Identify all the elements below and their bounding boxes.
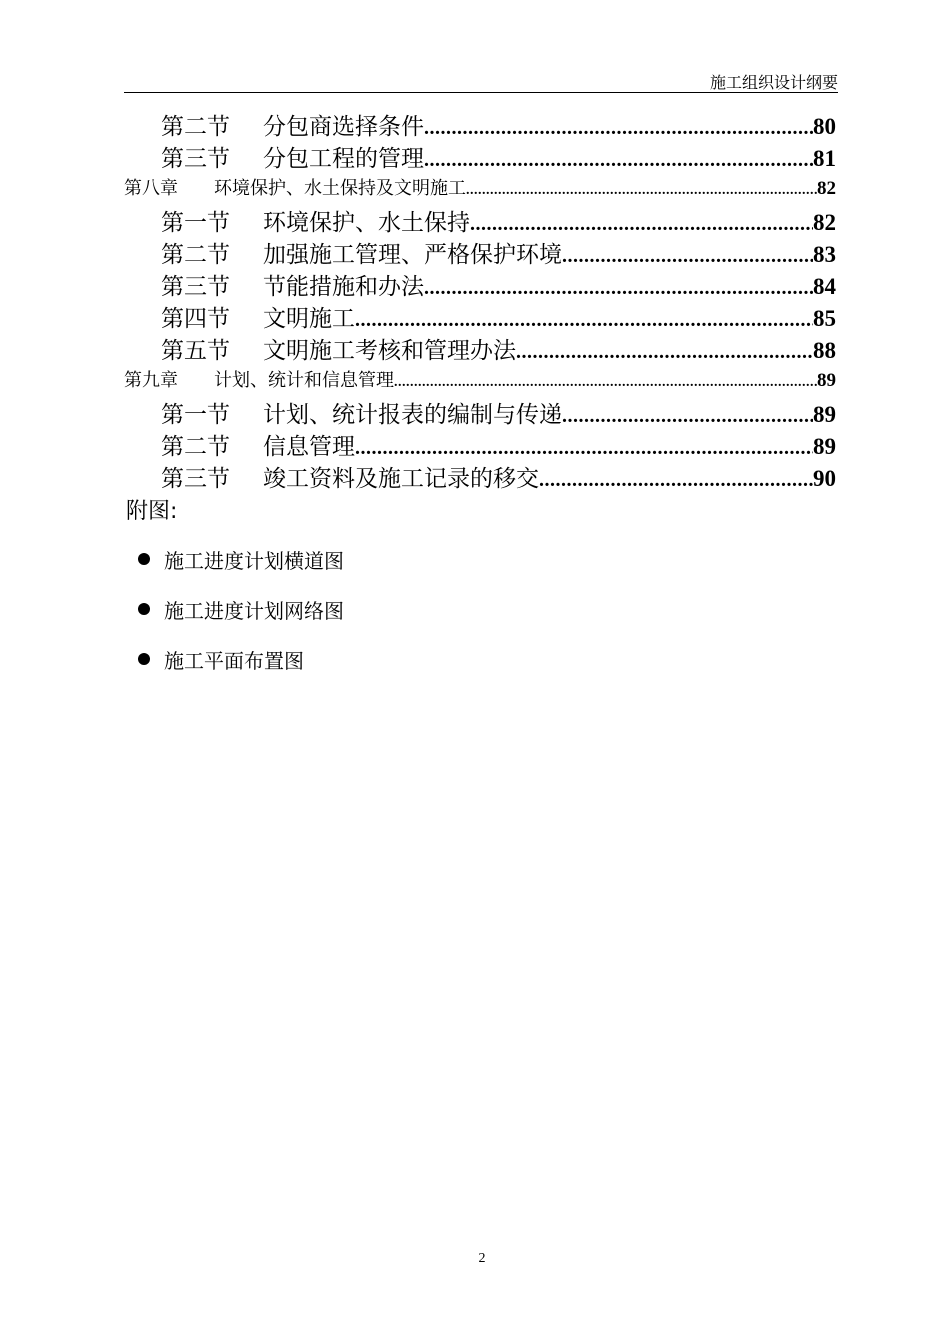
toc-entry-section[interactable] <box>124 428 836 460</box>
toc-entry-title: 文明施工 <box>263 306 355 332</box>
toc-entry-title: 计划、统计和信息管理 <box>214 370 394 391</box>
toc-dot-leader <box>470 213 813 236</box>
appendix-item-label: 施工平面布置图 <box>164 648 304 673</box>
toc-entry-title: 文明施工考核和管理办法 <box>263 338 516 364</box>
page-number: 2 <box>478 1251 486 1266</box>
toc-entry-section[interactable] <box>124 108 836 140</box>
toc-entry-number: 第九章 <box>124 370 178 391</box>
toc-entry-section[interactable] <box>124 268 836 300</box>
toc-entry-title: 加强施工管理、严格保护环境 <box>263 242 562 268</box>
appendix-list <box>134 534 344 684</box>
toc-dot-leader <box>562 245 813 268</box>
toc-entry-title: 分包工程的管理 <box>263 146 424 172</box>
bullet-icon <box>138 553 150 565</box>
toc-entry-title: 信息管理 <box>263 434 355 460</box>
toc-entry-page: 88 <box>813 338 836 363</box>
toc-entry-section[interactable] <box>124 332 836 364</box>
toc-entry-section[interactable] <box>124 396 836 428</box>
toc-dot-leader <box>424 117 813 140</box>
toc-dot-leader <box>424 277 813 300</box>
toc-dot-leader <box>424 149 813 172</box>
toc-entry-section[interactable] <box>124 300 836 332</box>
header-title: 施工组织设计纲要 <box>709 73 838 92</box>
toc-entry-number: 第五节 <box>161 338 230 364</box>
toc-entry-number: 第二节 <box>161 114 230 140</box>
toc-entry-page: 89 <box>817 370 836 391</box>
toc-entry-title: 环境保护、水土保持 <box>263 210 470 236</box>
toc-entry-title: 节能措施和办法 <box>263 274 424 300</box>
page-header <box>124 68 838 93</box>
toc-dot-leader <box>355 309 813 332</box>
toc-entry-title: 竣工资料及施工记录的移交 <box>263 466 539 492</box>
toc-entry-number: 第二节 <box>161 242 230 268</box>
toc-entry-number: 第二节 <box>161 434 230 460</box>
toc-dot-leader <box>539 469 813 492</box>
bullet-icon <box>138 653 150 665</box>
toc-entry-page: 83 <box>813 242 836 267</box>
toc-entry-number: 第一节 <box>161 402 230 428</box>
toc-entry-section[interactable] <box>124 204 836 236</box>
toc-entry-chapter[interactable] <box>124 172 836 204</box>
toc-dot-leader <box>466 183 817 199</box>
toc-entry-number: 第四节 <box>161 306 230 332</box>
toc-entry-number: 第八章 <box>124 178 178 199</box>
appendix-item <box>134 584 344 634</box>
table-of-contents <box>124 108 836 492</box>
toc-entry-section[interactable] <box>124 140 836 172</box>
toc-entry-page: 84 <box>813 274 836 299</box>
toc-entry-page: 89 <box>813 402 836 427</box>
appendix-item <box>134 534 344 584</box>
toc-dot-leader <box>394 375 817 391</box>
bullet-icon <box>138 603 150 615</box>
toc-entry-page: 82 <box>813 210 836 235</box>
toc-entry-chapter[interactable] <box>124 364 836 396</box>
toc-entry-page: 82 <box>817 178 836 199</box>
toc-dot-leader <box>562 405 813 428</box>
toc-entry-number: 第三节 <box>161 146 230 172</box>
appendix-heading: 附图: <box>126 499 178 524</box>
toc-entry-page: 80 <box>813 114 836 139</box>
toc-entry-page: 89 <box>813 434 836 459</box>
toc-entry-number: 第三节 <box>161 466 230 492</box>
toc-entry-number: 第三节 <box>161 274 230 300</box>
toc-entry-page: 90 <box>813 466 836 491</box>
appendix-item-label: 施工进度计划横道图 <box>164 548 344 573</box>
appendix-item <box>134 634 344 684</box>
toc-entry-number: 第一节 <box>161 210 230 236</box>
toc-entry-page: 81 <box>813 146 836 171</box>
toc-entry-title: 计划、统计报表的编制与传递 <box>263 402 562 428</box>
toc-entry-title: 环境保护、水土保持及文明施工 <box>214 178 466 199</box>
toc-entry-title: 分包商选择条件 <box>263 114 424 140</box>
toc-entry-section[interactable] <box>124 236 836 268</box>
appendix-item-label: 施工进度计划网络图 <box>164 598 344 623</box>
toc-entry-page: 85 <box>813 306 836 331</box>
toc-dot-leader <box>516 341 813 364</box>
toc-entry-section[interactable] <box>124 460 836 492</box>
toc-dot-leader <box>355 437 813 460</box>
